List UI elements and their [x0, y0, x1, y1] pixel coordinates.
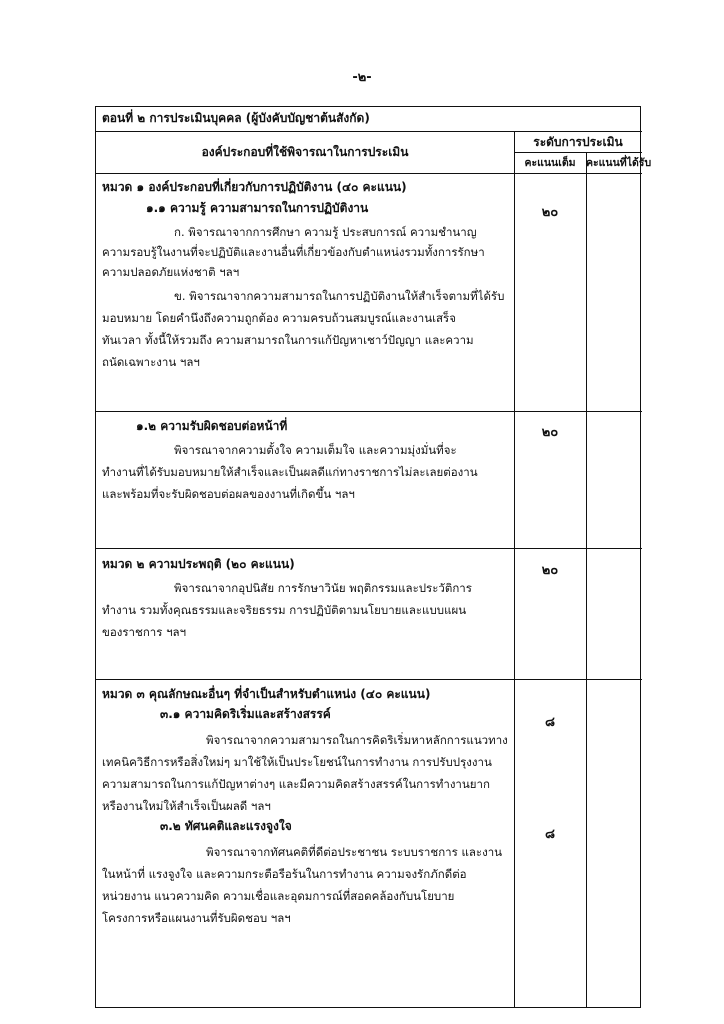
header-level: ระดับการประเมิน	[533, 135, 623, 149]
row-divider-section2	[96, 548, 642, 549]
page-number: -๒-	[352, 70, 372, 85]
item1-1-line: ข. พิจารณาจากความสามารถในการปฏิบัติงานให้สำเร็จตามที่ได้รับ	[174, 289, 505, 303]
item1-1-line: ทันเวลา ทั้งนี้ให้รวมถึง ความสามารถในการแก้ปัญหาเชาว์ปัญญา และความ	[102, 333, 474, 347]
item1-2-title: ๑.๒ ความรับผิดชอบต่อหน้าที่	[136, 419, 288, 433]
item1-1-line: ก. พิจารณาจากการศึกษา ความรู้ ประสบการณ์ ความชำนาญ	[174, 225, 477, 239]
item1-2-line: พิจารณาจากความตั้งใจ ความเต็มใจ และความมุ่งมั่นที่จะ	[174, 443, 457, 457]
row-divider-level	[514, 152, 642, 153]
section2-score: ๒๐	[541, 563, 559, 578]
item3-1-score: ๘	[544, 715, 556, 730]
evaluation-table	[95, 106, 652, 1008]
row-divider-title	[96, 131, 642, 132]
section2-line: ทำงาน รวมทั้งคุณธรรมและจริยธรรม การปฏิบัติตามนโยบายและแบบแผน	[102, 603, 467, 617]
col-divider-score	[586, 152, 587, 1007]
item3-2-title: ๓.๒ ทัศนคติและแรงจูงใจ	[160, 819, 292, 833]
item3-2-score: ๘	[544, 827, 556, 842]
item1-1-score: ๒๐	[541, 205, 559, 220]
header-received-score: คะแนนที่ได้รับ	[586, 157, 652, 169]
item3-1-title: ๓.๑ ความคิดริเริ่มและสร้างสรรค์	[160, 707, 331, 721]
section2-title: หมวด ๒ ความประพฤติ (๒๐ คะแนน)	[102, 557, 295, 571]
item3-2-line: ในหน้าที่ แรงจูงใจ และความกระตือรือร้นในการทำงาน ความจงรักภักดีต่อ	[102, 867, 467, 881]
item3-1-line: หรืองานใหม่ให้สำเร็จเป็นผลดี ฯลฯ	[102, 799, 271, 813]
item3-1-line: ความสามารถในการแก้ปัญหาต่างๆ และมีความคิดสร้างสรรค์ในการทำงานยาก	[102, 777, 490, 791]
item3-1-line: เทคนิควิธีการหรือสิ่งใหม่ๆ มาใช้ให้เป็นประโยชน์ในการทำงาน การปรับปรุงงาน	[102, 755, 492, 769]
header-component: องค์ประกอบที่ใช้พิจารณาในการประเมิน	[201, 145, 409, 159]
item1-1-line: มอบหมาย โดยคำนึงถึงความถูกต้อง ความครบถ้วนสมบูรณ์และงานเสร็จ	[102, 311, 456, 325]
row-divider-section3	[96, 679, 642, 680]
item1-2-line: ทำงานที่ได้รับมอบหมายให้สำเร็จและเป็นผลดีแก่ทางราชการไม่ละเลยต่องาน	[102, 465, 478, 479]
section1-title: หมวด ๑ องค์ประกอบที่เกี่ยวกับการปฏิบัติงาน (๔๐ คะแนน)	[102, 180, 407, 194]
section3-title: หมวด ๓ คุณลักษณะอื่นๆ ที่จำเป็นสำหรับตำแหน่ง (๔๐ คะแนน)	[102, 687, 431, 701]
row-divider-header	[96, 173, 642, 174]
section2-line: พิจารณาจากอุปนิสัย การรักษาวินัย พฤติกรรมและประวัติการ	[174, 581, 472, 595]
item1-1-line: ความรอบรู้ในงานที่จะปฏิบัติและงานอื่นที่เกี่ยวข้องกับตำแหน่งรวมทั้งการรักษา	[102, 245, 485, 259]
item3-1-line: พิจารณาจากความสามารถในการคิดริเริ่มหาหลักการแนวทาง	[206, 733, 508, 747]
item1-1-line: ความปลอดภัยแห่งชาติ ฯลฯ	[102, 265, 240, 279]
item3-2-line: หน่วยงาน แนวความคิด ความเชื่อและอุดมการณ์ที่สอดคล้องกับนโยบาย	[102, 889, 455, 903]
item3-2-line: พิจารณาจากทัศนคติที่ดีต่อประชาชน ระบบราชการ และงาน	[206, 845, 503, 859]
row-divider-item1-2	[96, 411, 642, 412]
header-full-score: คะแนนเต็ม	[524, 157, 576, 169]
item1-1-line: ถนัดเฉพาะงาน ฯลฯ	[102, 355, 200, 369]
item1-2-score: ๒๐	[541, 425, 559, 440]
item1-2-line: และพร้อมที่จะรับผิดชอบต่อผลของงานที่เกิดขึ้น ฯลฯ	[102, 487, 355, 501]
section2-line: ของราชการ ฯลฯ	[102, 625, 187, 639]
part-title: ตอนที่ ๒ การประเมินบุคคล (ผู้บังคับบัญชาต้นสังกัด)	[102, 111, 370, 125]
item3-2-line: โครงการหรือแผนงานที่รับผิดชอบ ฯลฯ	[102, 911, 291, 925]
item1-1-title: ๑.๑ ความรู้ ความสามารถในการปฏิบัติงาน	[146, 201, 369, 215]
